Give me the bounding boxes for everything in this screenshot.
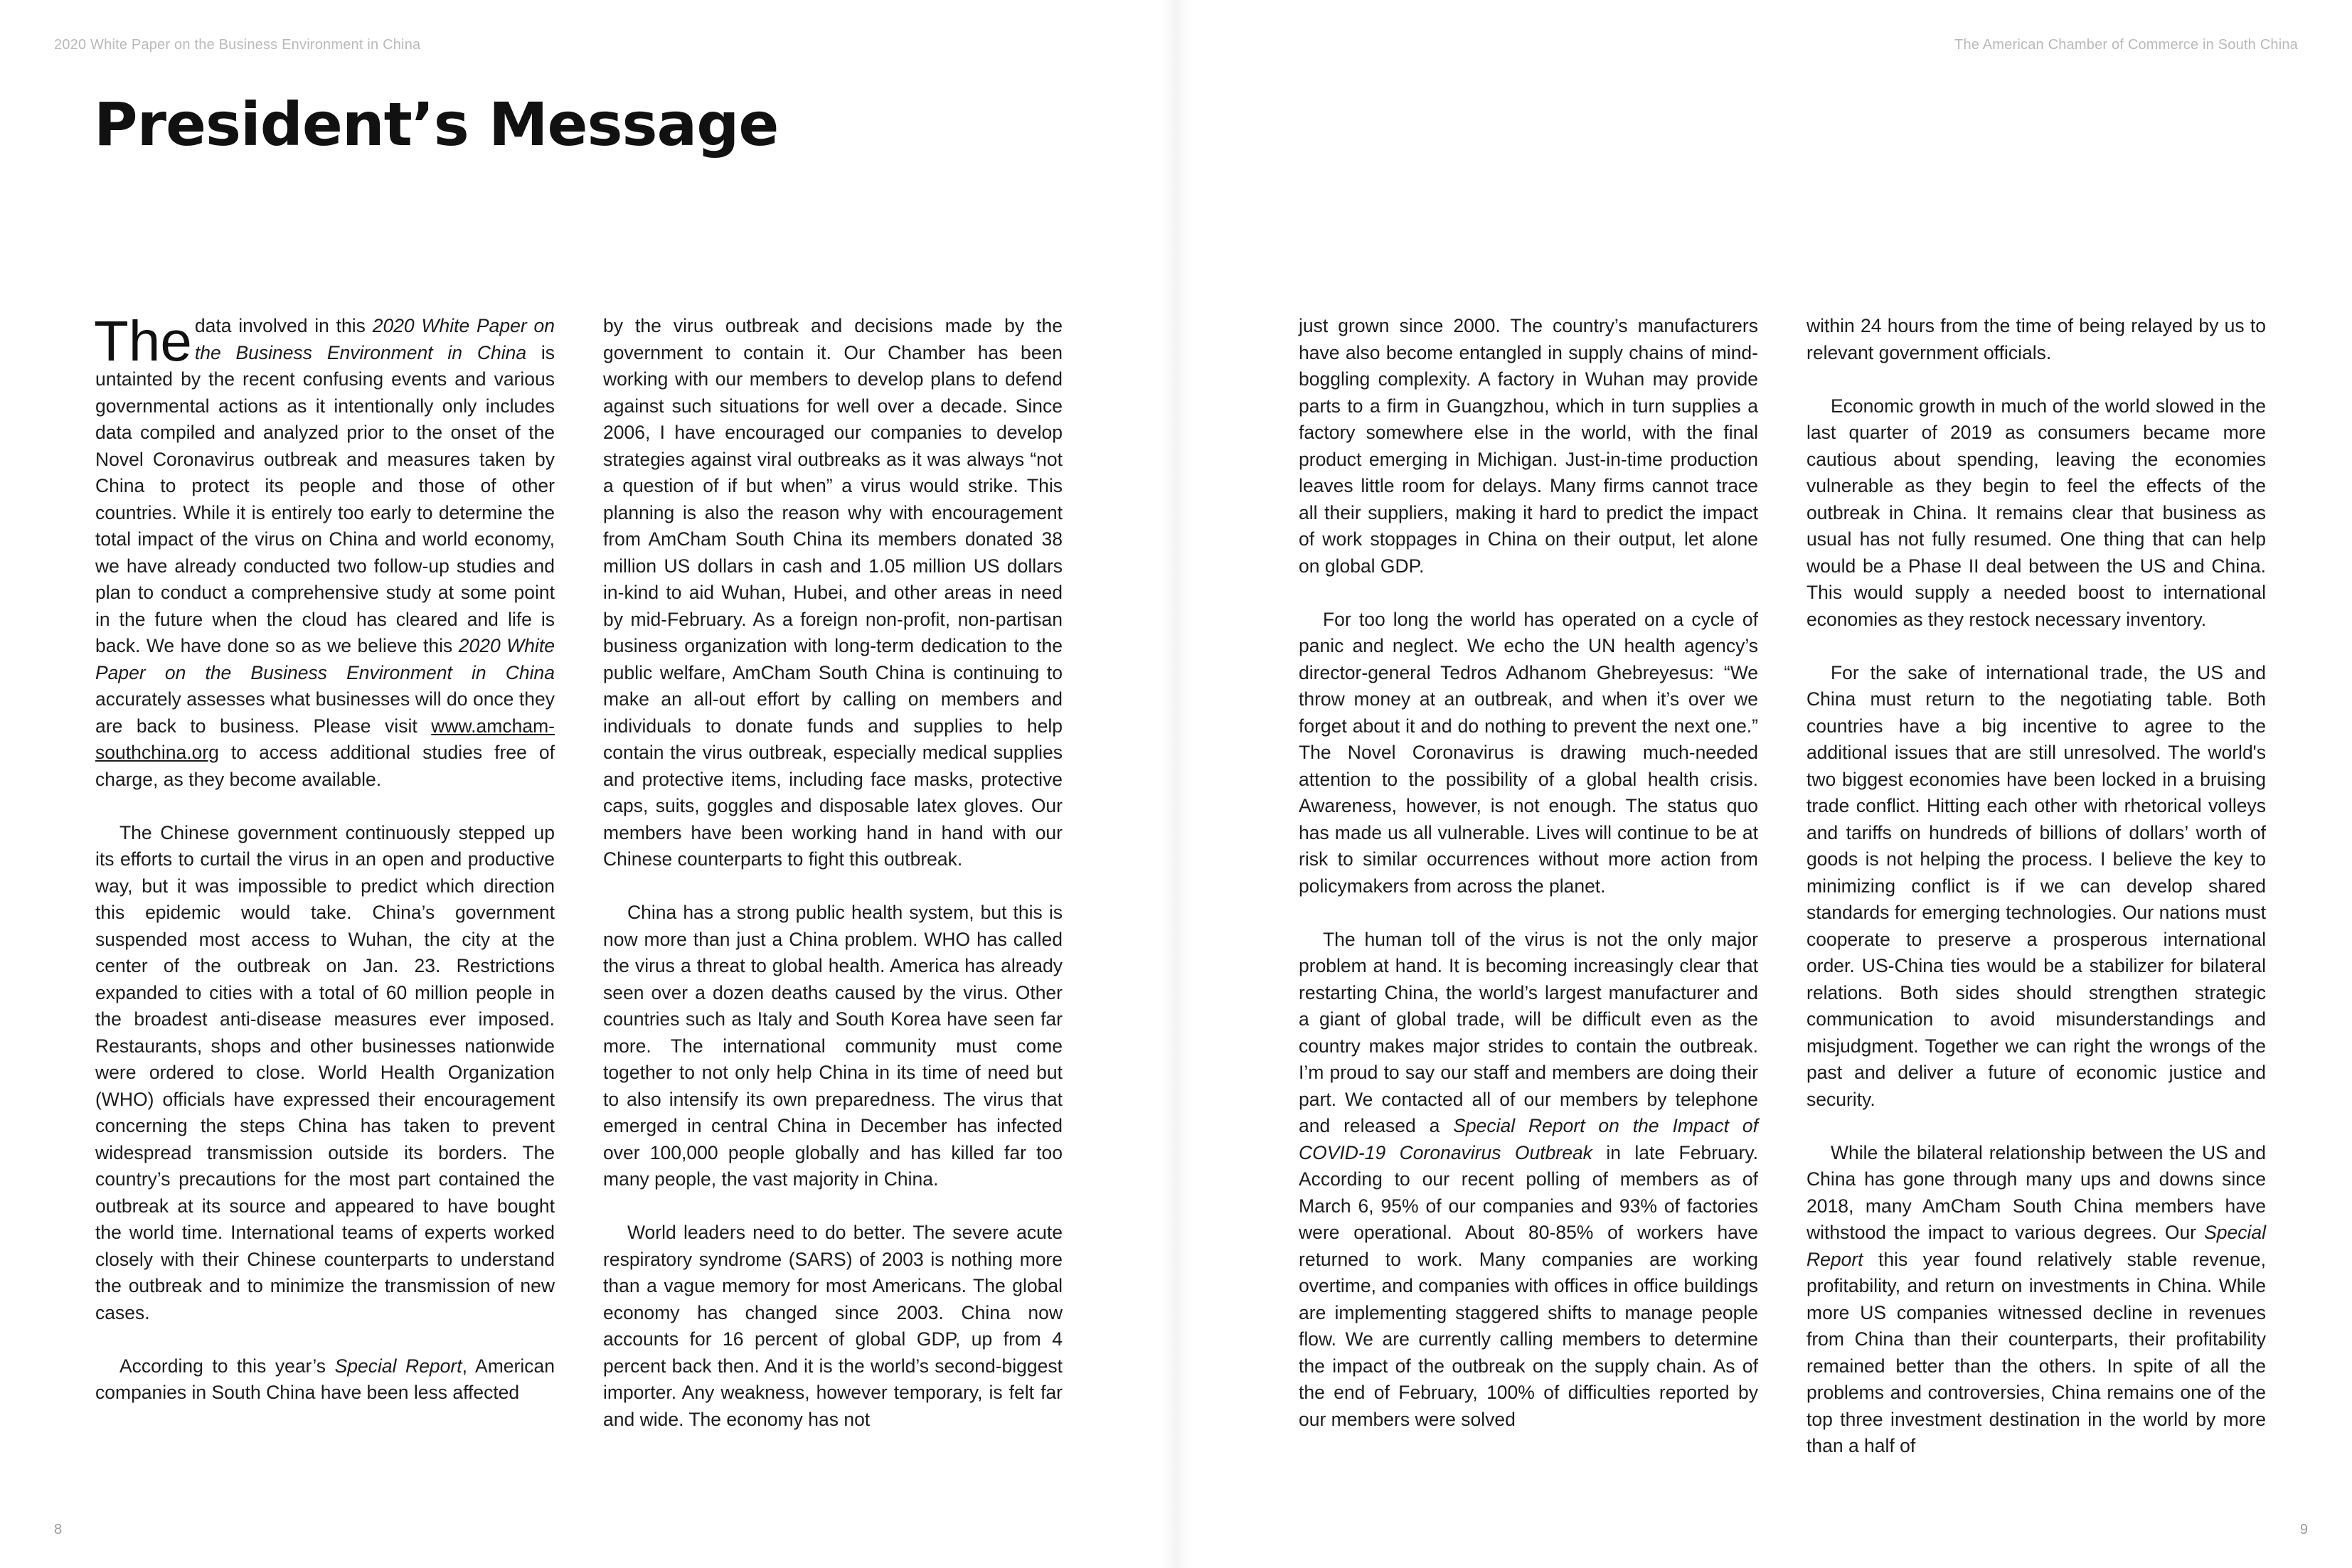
running-header-left: 2020 White Paper on the Business Environment in China bbox=[54, 37, 421, 53]
text-run: While the bilateral relationship between the US and China has gone through many ups and downs since 2018, many AmCham South China members have withstood the impact to various degrees. Our bbox=[1806, 1141, 2266, 1243]
drop-cap: The bbox=[94, 309, 192, 373]
italic-title: Special Report bbox=[334, 1355, 462, 1377]
italic-title: Special Report on the Impact of COVID-19 Coronavirus Outbreak bbox=[1299, 1115, 1758, 1163]
paragraph: by the virus outbreak and decisions made by the government to contain it. Our Chamber has been working with our members to develop plans to defend against such situations for well over a decade. Since 2006, I have encouraged our companies to develop strategies against viral outbreaks as it was always “not a question of if but when” a virus would strike. This planning is also the reason why with encouragement from AmCham South China its members donated 38 million US dollars in cash and 1.05 million US dollars in-kind to aid Wuhan, Hubei, and other areas in need by mid-February. As a foreign non-profit, non-partisan business organization with long-term dedication to the public welfare, AmCham South China is continuing to make an all-out effort by calling on members and individuals to donate funds and supplies to help contain the virus outbreak, especially medical supplies and protective items, including face masks, protective caps, suits, goggles and disposable latex gloves. Our members have been working hand in hand with our Chinese counterparts to fight this outbreak. bbox=[603, 315, 1063, 870]
text-run: this year found relatively stable revenue, profitability, and return on investments in China. While more US companies witnessed decline in revenues from China than their counterparts, their profitability remained better than the others. In spite of all the problems and controversies, China remains one of the top three investment destination in the world by more than a half of bbox=[1806, 1248, 2266, 1456]
text-run: According to this year’s bbox=[119, 1355, 335, 1377]
paragraph bbox=[95, 1353, 555, 1407]
text-column-3 bbox=[1299, 313, 1758, 1433]
text-run: The human toll of the virus is not the only major problem at hand. It is becoming increasingly clear that restarting China, the world’s largest manufacturer and a giant of global trade, will be difficult even as the country makes major strides to contain the outbreak. I’m proud to say our staff and members are doing their part. We contacted all of our members by telephone and released a bbox=[1299, 928, 1758, 1136]
text-column-4 bbox=[1806, 313, 2266, 1460]
paragraph: World leaders need to do better. The severe acute respiratory syndrome (SARS) of 2003 is nothing more than a vague memory for most Americans. The global economy has changed since 2003. China now accounts for 16 percent of global GDP, up from 4 percent back then. And it is the world’s second-biggest importer. Any weakness, however temporary, is felt far and wide. The economy has not bbox=[603, 1222, 1063, 1430]
text-run: , American companies in South China have been less affected bbox=[95, 1355, 555, 1403]
paragraph: For the sake of international trade, the US and China must return to the negotiating table. Both countries have a big incentive to agree to the additional issues that are still unresolved. The world's two biggest economies have been locked in a bruising trade conflict. Hitting each other with rhetorical volleys and tariffs on hundreds of billions of dollars’ worth of goods is not helping the process. I believe the key to minimizing conflict is if we can develop shared standards for emerging technologies. Our nations must cooperate to preserve a prosperous international order. US-China ties would be a stabilizer for bilateral relations. Both sides should strengthen strategic communication to avoid misunderstandings and misjudgment. Together we can right the wrongs of the past and deliver a future of economic justice and security. bbox=[1806, 661, 2266, 1110]
text-run: data involved in this bbox=[194, 315, 373, 336]
running-header-right: The American Chamber of Commerce in South China bbox=[1954, 37, 2298, 53]
paragraph: China has a strong public health system, but this is now more than just a China problem. WHO has called the virus a threat to global health. America has already seen over a dozen deaths caused by the virus. Other countries such as Italy and South Korea have seen far more. The international community must come together to not only help China in its time of need but to also intensify its own preparedness. The virus that emerged in central China in December has infected over 100,000 people globally and has killed far too many people, the vast majority in China. bbox=[603, 902, 1063, 1190]
text-run: is untainted by the recent confusing events and various governmental actions as it intentionally only includes data compiled and analyzed prior to the onset of the Novel Coronavirus outbreak and measures taken by China to protect its people and those of other countries. While it is entirely too early to determine the total impact of the virus on China and world economy, we have already conducted two follow-up studies and plan to conduct a comprehensive study at some point in the future when the cloud has cleared and life is back. We have done so as we believe this bbox=[95, 341, 555, 656]
text-column-1 bbox=[94, 309, 555, 1407]
right-page bbox=[1176, 0, 2352, 1568]
website-link[interactable]: www.amcham-southchina.org bbox=[95, 715, 555, 763]
page-number-left: 8 bbox=[54, 1522, 63, 1537]
text-run: in late February. According to our recent polling of members as of March 6, 95% of our companies and 93% of factories were operational. About 80-85% of workers have returned to work. Many companies are working overtime, and companies with offices in office buildings are implementing staggered shifts to manage people flow. We are currently calling members to determine the impact of the outbreak on the supply chain. As of the end of February, 100% of difficulties reported by our members were solved bbox=[1299, 1141, 1758, 1430]
text-run: accurately assesses what businesses will do once they are back to business. Please visit bbox=[95, 688, 555, 737]
text-run: to access additional studies free of charge, as they become available. bbox=[95, 742, 555, 790]
paragraph: within 24 hours from the time of being relayed by us to relevant government officials. bbox=[1806, 315, 2266, 363]
paragraph bbox=[1299, 927, 1758, 1434]
italic-title: 2020 White Paper on the Business Environment in China bbox=[194, 315, 555, 363]
text-column-2 bbox=[603, 313, 1063, 1433]
paragraph: The Chinese government continuously stepped up its efforts to curtail the virus in an open and productive way, but it was impossible to predict which direction this epidemic would take. China’s government suspended most access to Wuhan, the city at the center of the outbreak on Jan. 23. Restrictions expanded to cities with a total of 60 million people in the broadest anti-disease measures ever imposed. Restaurants, shops and other businesses nationwide were ordered to close. World Health Organization (WHO) officials have expressed their encouragement concerning the steps China has taken to prevent widespread transmission outside its borders. The country’s precautions for the most part contained the outbreak at its source and appeared to have bought the world time. International teams of experts worked closely with their Chinese counterparts to understand the outbreak and to minimize the transmission of new cases. bbox=[95, 821, 555, 1323]
italic-title: Special Report bbox=[1806, 1222, 2266, 1270]
italic-title: 2020 White Paper on the Business Environment in China bbox=[95, 635, 555, 683]
paragraph bbox=[1806, 1140, 2266, 1460]
paragraph: For too long the world has operated on a cycle of panic and neglect. We echo the UN health agency’s director-general Tedros Adhanom Ghebreyesus: “We throw money at an outbreak, and when it’s over we forget about it and do nothing to prevent the next one.” The Novel Coronavirus is drawing much-needed attention to the possibility of a global health crisis. Awareness, however, is not enough. The status quo has made us all vulnerable. Lives will continue to be at risk to similar occurrences without more action from policymakers from across the planet. bbox=[1299, 608, 1758, 897]
paragraph bbox=[94, 309, 555, 793]
paragraph: Economic growth in much of the world slowed in the last quarter of 2019 as consumers became more cautious about spending, leaving the economies vulnerable as they begin to feel the effects of the outbreak in China. It remains clear that business as usual has not fully resumed. One thing that can help would be a Phase II deal between the US and China. This would supply a needed boost to international economies as they restock necessary inventory. bbox=[1806, 395, 2266, 630]
paragraph: just grown since 2000. The country’s manufacturers have also become entangled in supply chains of mind-boggling complexity. A factory in Wuhan may provide parts to a firm in Guangzhou, which in turn supplies a factory somewhere else in the world, with the final product emerging in Michigan. Just-in-time production leaves little room for delays. Many firms cannot trace all their suppliers, making it hard to predict the impact of work stoppages in China on their output, let alone on global GDP. bbox=[1299, 315, 1758, 577]
page-number-right: 9 bbox=[2299, 1522, 2308, 1537]
page-title: President’s Message bbox=[94, 90, 779, 159]
